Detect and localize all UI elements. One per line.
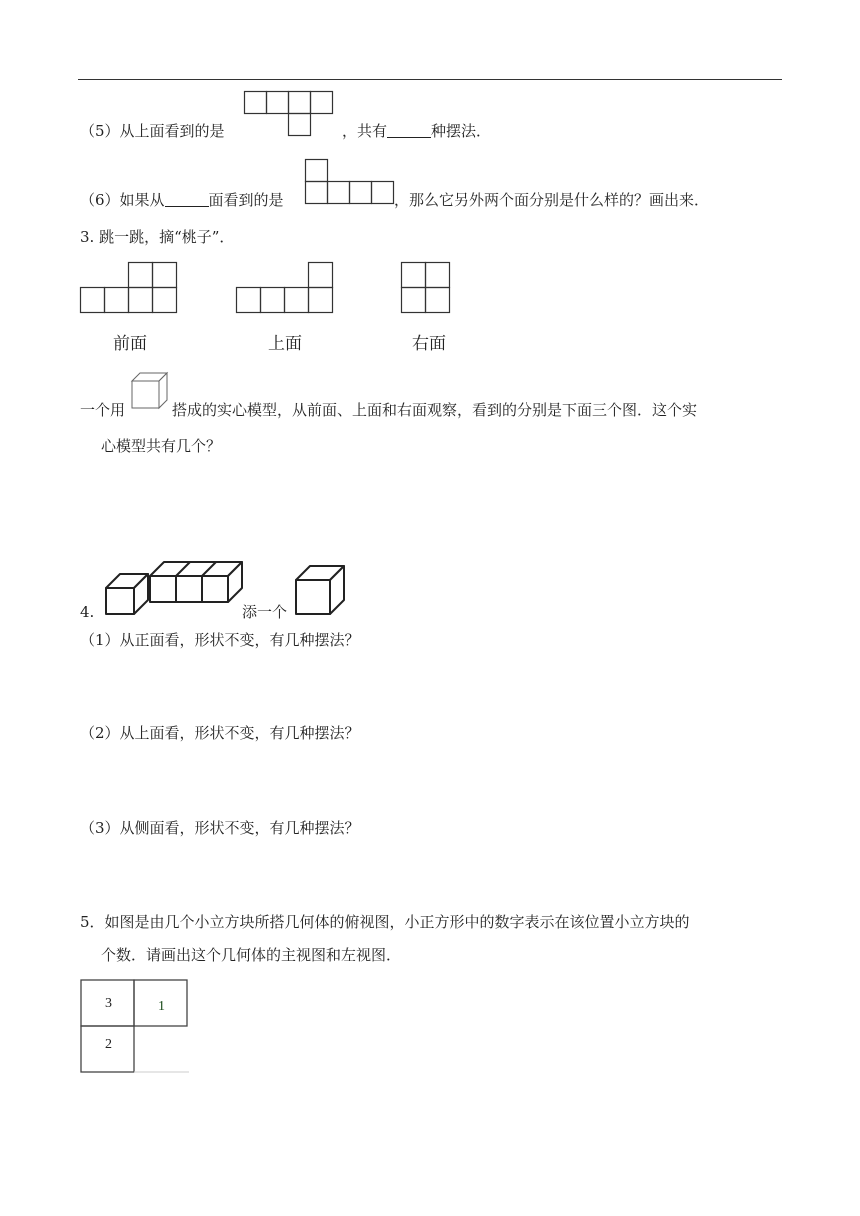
single-cube-figure	[294, 564, 346, 616]
answer-blank[interactable]	[387, 123, 431, 138]
q3-question-pre: 一个用	[80, 401, 126, 419]
q5-part6-prefix: （6）如果从	[80, 191, 165, 209]
q4-sub3: （3）从侧面看，形状不变，有几种摆法？	[80, 819, 360, 837]
top-view-figure	[236, 262, 334, 314]
label-top: 上面	[268, 334, 302, 354]
q4-number: 4.	[80, 603, 95, 621]
cube-icon	[131, 372, 169, 410]
top-view-number-grid	[80, 979, 190, 1073]
answer-blank[interactable]	[165, 192, 209, 207]
q3-question-line2: 心模型共有几个？	[101, 437, 222, 455]
header-rule	[78, 79, 782, 80]
q3-question-post: 搭成的实心模型，从前面、上面和右面观察，看到的分别是下面三个图．这个实	[172, 401, 698, 419]
q5-part6-mid: 面看到的是	[208, 191, 284, 209]
q3-title: 3. 跳一跳，摘“桃子”．	[80, 228, 235, 246]
label-front: 前面	[113, 334, 147, 354]
q5-line2: 个数．请画出这个几何体的主视图和左视图．	[101, 946, 402, 964]
top-view-figure-5	[244, 91, 334, 137]
q5-part5-prefix: （5）从上面看到的是	[80, 122, 225, 140]
label-right: 右面	[412, 334, 446, 354]
q4-sub2: （2）从上面看，形状不变，有几种摆法？	[80, 724, 360, 742]
q5-part6-suffix: ，那么它另外两个面分别是什么样的？画出来．	[394, 191, 710, 209]
q4-add-one: 添一个	[242, 603, 288, 621]
grid-cell-top-right: 1	[158, 999, 165, 1014]
q5-part5-mid: ，共有	[342, 122, 388, 140]
grid-cell-top-left: 3	[105, 996, 112, 1011]
grid-cell-bottom-left: 2	[105, 1037, 112, 1052]
q5-line1: 5．如图是由几个小立方块所搭几何体的俯视图，小正方形中的数字表示在该位置小立方块的	[80, 913, 690, 931]
view-figure-6	[305, 159, 395, 205]
front-view-figure	[80, 262, 178, 314]
q5-part5-count	[342, 121, 491, 141]
q5-part5-suffix: 种摆法．	[431, 122, 492, 140]
right-view-figure	[401, 262, 453, 314]
q4-sub1: （1）从正面看，形状不变，有几种摆法？	[80, 631, 360, 649]
q5-part6-line	[80, 190, 284, 210]
cube-row-figure	[104, 560, 244, 618]
